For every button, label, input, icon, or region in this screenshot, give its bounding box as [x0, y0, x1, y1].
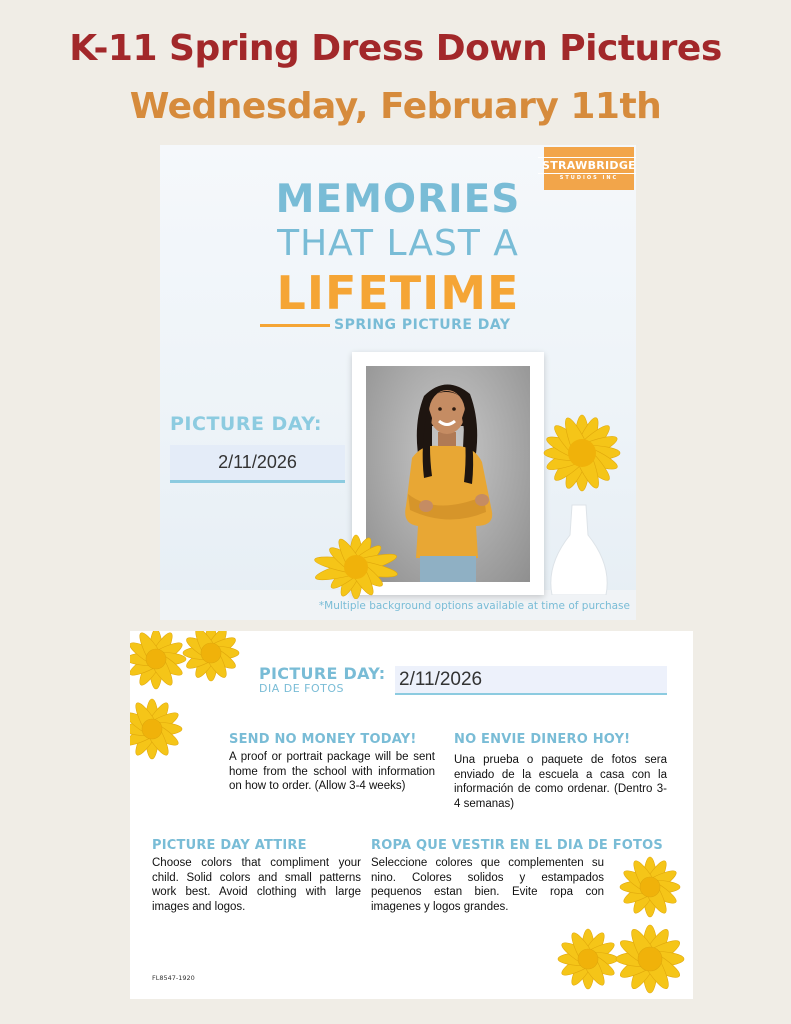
headline-lifetime: LIFETIME — [276, 266, 520, 320]
background-options-footnote: *Multiple background options available at time of purchase — [318, 600, 630, 612]
send-money-text: A proof or portrait package will be sent home from the school with information on how to order. (Allow 3-4 weeks) — [229, 751, 435, 792]
picture-day-label: PICTURE DAY: — [259, 664, 386, 683]
spring-picture-day-label: SPRING PICTURE DAY — [334, 317, 511, 333]
yellow-flower-icon — [308, 533, 404, 599]
page-date: Wednesday, February 11th — [129, 86, 662, 127]
form-code: FL8547-1920 — [152, 974, 195, 982]
picture-day-info-flyer — [130, 631, 693, 999]
decorative-line — [260, 324, 330, 327]
dia-de-fotos-label: DIA DE FOTOS — [259, 682, 344, 695]
picture-day-flyer — [160, 145, 636, 620]
attire-heading: PICTURE DAY ATTIRE — [152, 838, 307, 853]
ropa-text: Seleccione colores que complementen su nino. Colores solidos y estampados pequenos estan bien. Evite ropa con imagenes y logos grandes. — [371, 857, 604, 913]
picture-day-label: PICTURE DAY: — [170, 413, 322, 435]
headline-that-last: THAT LAST A — [277, 223, 519, 264]
yellow-flower-icon — [534, 407, 630, 499]
picture-day-value: 2/11/2026 — [170, 445, 345, 483]
picture-day-value: 2/11/2026 — [395, 666, 667, 695]
no-envie-heading: NO ENVIE DINERO HOY! — [454, 732, 631, 747]
send-money-heading: SEND NO MONEY TODAY! — [229, 732, 417, 747]
headline-memories: MEMORIES — [275, 177, 521, 222]
white-vase-icon — [546, 485, 612, 595]
no-envie-text: Una prueba o paquete de fotos sera enviado de la escuela a casa con la información de como ordenar. (Dentro 3-4 semanas) — [454, 754, 667, 810]
strawbridge-logo: STRAWBRIDGE STUDIOS INC — [544, 147, 634, 190]
ropa-heading: ROPA QUE VESTIR EN EL DIA DE FOTOS — [371, 838, 663, 853]
attire-text: Choose colors that compliment your child. Solid colors and small patterns work best. Avoid clothing with large images and logos. — [152, 857, 361, 913]
page-title: K-11 Spring Dress Down Pictures — [69, 28, 722, 69]
